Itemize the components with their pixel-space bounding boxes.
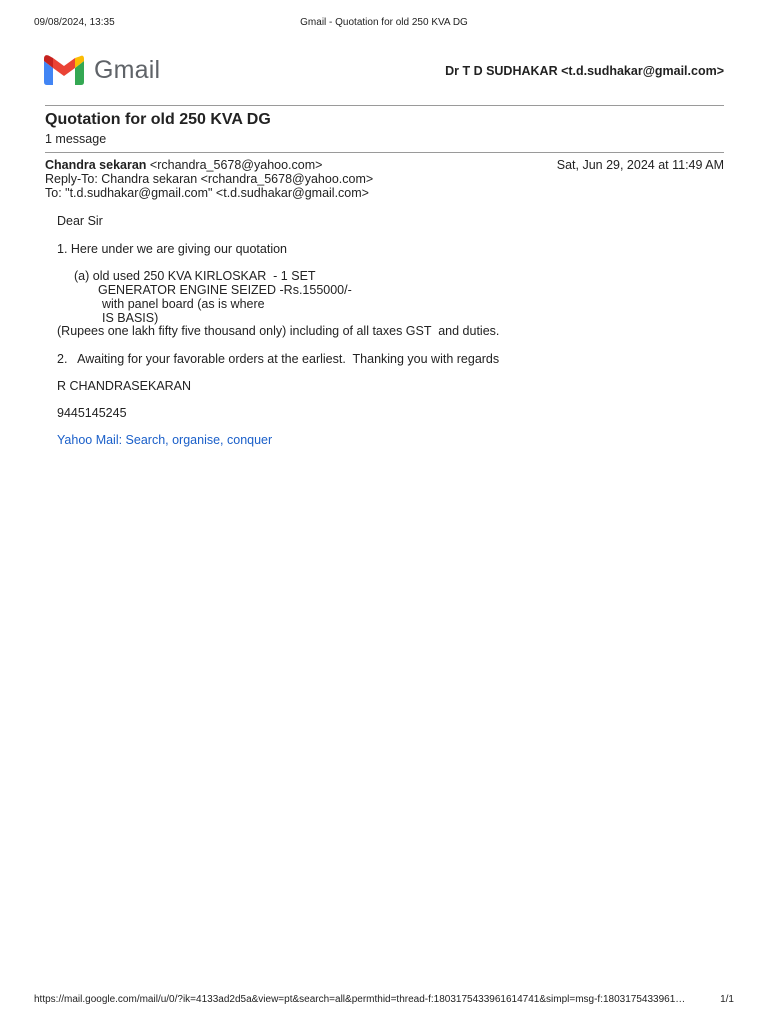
print-header bbox=[0, 17, 768, 31]
body-item-line-1: (a) old used 250 KVA KIRLOSKAR - 1 SET bbox=[74, 269, 316, 283]
message-date: Sat, Jun 29, 2024 at 11:49 AM bbox=[556, 158, 724, 172]
message-to: To: "t.d.sudhakar@gmail.com" <t.d.sudhakar@gmail.com> bbox=[45, 186, 369, 200]
signature-name: R CHANDRASEKARAN bbox=[57, 379, 192, 393]
body-paragraph-2: 2. Awaiting for your favorable orders at the earliest. Thanking you with regards bbox=[57, 352, 500, 366]
account-identity: Dr T D SUDHAKAR <t.d.sudhakar@gmail.com> bbox=[445, 64, 724, 78]
subject-divider bbox=[45, 152, 724, 153]
thread-subject: Quotation for old 250 KVA DG bbox=[45, 111, 271, 128]
message-reply-to: Reply-To: Chandra sekaran <rchandra_5678@yahoo.com> bbox=[45, 172, 374, 186]
header-divider bbox=[45, 105, 724, 106]
message-from bbox=[45, 158, 322, 172]
message-count: 1 message bbox=[45, 132, 107, 146]
body-item-line-2: GENERATOR ENGINE SEIZED -Rs.155000/- bbox=[98, 283, 352, 297]
sender-name: Chandra sekaran bbox=[45, 158, 147, 172]
body-paragraph-1: 1. Here under we are giving our quotation bbox=[57, 242, 288, 256]
yahoo-mail-link[interactable]: Yahoo Mail: Search, organise, conquer bbox=[57, 433, 273, 447]
signature-phone: 9445145245 bbox=[57, 406, 127, 420]
print-url: https://mail.google.com/mail/u/0/?ik=4133ad2d5a&view=pt&search=all&permthid=thread-f:1803175433961614741&simpl=msg-f:1803175433961… bbox=[34, 994, 686, 1005]
sender-email: <rchandra_5678@yahoo.com> bbox=[146, 158, 323, 172]
body-item-line-3: with panel board (as is where bbox=[102, 297, 265, 311]
gmail-logo bbox=[44, 54, 160, 86]
gmail-m-icon bbox=[44, 55, 84, 85]
print-datetime: 09/08/2024, 13:35 bbox=[34, 17, 115, 28]
print-page-number: 1/1 bbox=[720, 994, 734, 1005]
body-greeting: Dear Sir bbox=[57, 214, 103, 228]
gmail-logo-text: Gmail bbox=[94, 55, 161, 84]
body-item-line-4: IS BASIS) bbox=[102, 311, 159, 325]
print-title: Gmail - Quotation for old 250 KVA DG bbox=[300, 17, 468, 28]
body-rupees-line: (Rupees one lakh fifty five thousand only) including of all taxes GST and duties. bbox=[57, 324, 500, 338]
